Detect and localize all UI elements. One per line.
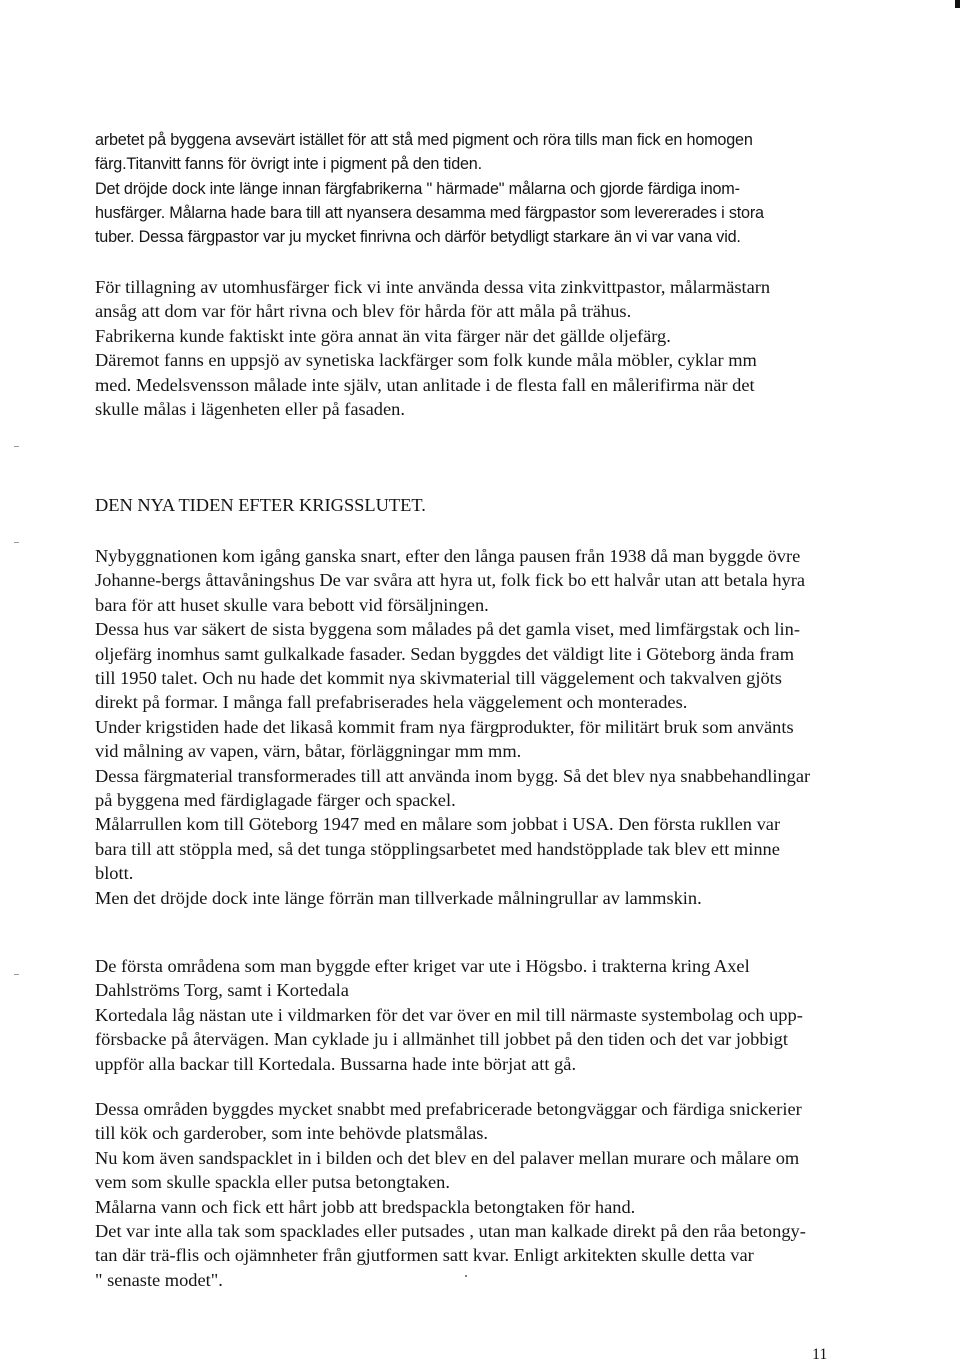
text-line: färg.Titanvitt fanns för övrigt inte i pigment på den tiden. — [95, 155, 482, 174]
text-line: Däremot fanns en uppsjö av synetiska lackfärger som folk kunde måla möbler, cyklar mm — [95, 350, 757, 371]
paragraph-first-areas — [95, 954, 855, 1076]
text-line: tuber. Dessa färgpastor var ju mycket finrivna och därför betydligt starkare än vi var vana vid. — [95, 228, 741, 247]
heading-text: DEN NYA TIDEN EFTER KRIGSSLUTET. — [95, 495, 426, 515]
scan-speck — [14, 974, 19, 975]
text-line: oljefärg inomhus samt gulkalkade fasader. Sedan byggdes det väldigt lite i Göteborg ända fram — [95, 643, 795, 664]
text-line: Men det dröjde dock inte länge förrän man tillverkade målningrullar av lammskin. — [95, 887, 702, 908]
scan-edge-mark — [955, 0, 960, 8]
scan-speck — [14, 446, 19, 447]
paragraph-exterior-paint — [95, 275, 855, 421]
paragraph-paint-history — [95, 128, 855, 249]
text-line: ansåg att dom var för hårt rivna och blev för hårda för att måla på trähus. — [95, 301, 632, 322]
text-line: till kök och garderober, som inte behövde platsmålas. — [95, 1123, 489, 1144]
text-line: vid målning av vapen, värn, båtar, förläggningar mm mm. — [95, 741, 522, 762]
text-line: " senaste modet". — [95, 1269, 223, 1290]
text-line: Det var inte alla tak som spacklades eller putsades , utan man kalkade direkt på den råa betongy- — [95, 1221, 806, 1242]
text-line: husfärger. Målarna hade bara till att nyansera desamma med färgpastor som levererades i stora — [95, 203, 764, 222]
scan-speck — [14, 542, 19, 543]
text-line: Kortedala låg nästan ute i vildmarken för det var över en mil till närmaste systembolag och upp- — [95, 1004, 803, 1025]
text-line: Dessa hus var säkert de sista byggena som målades på det gamla viset, med limfärgstak och lin- — [95, 619, 800, 640]
text-line: Det dröjde dock inte länge innan färgfabrikerna " härmade" målarna och gjorde färdiga inom- — [95, 179, 740, 198]
text-line: tan där trä-flis och ojämnheter från gjutformen satt kvar. Enligt arkitekten skulle detta var — [95, 1245, 754, 1266]
section-heading — [95, 493, 855, 517]
text-line: skulle målas i lägenheten eller på fasaden. — [95, 399, 405, 420]
text-line: Nybyggnationen kom igång ganska snart, efter den långa pausen från 1938 då man byggde övre — [95, 546, 801, 566]
text-line: bara för att huset skulle vara bebott vid försäljningen. — [95, 594, 489, 615]
text-line: Dessa färgmaterial transformerades till att använda inom bygg. Så det blev nya snabbehandlingar — [95, 765, 811, 786]
paragraph-prefab-concrete — [95, 1097, 855, 1292]
text-line: till 1950 talet. Och nu hade det kommit nya skivmaterial till väggelement och takvalven gjöts — [95, 668, 782, 689]
text-line: Under krigstiden hade det likaså kommit fram nya färgprodukter, för militärt bruk som använts — [95, 716, 794, 737]
text-line: Dessa områden byggdes mycket snabbt med prefabricerade betongväggar och färdiga snickerier — [95, 1099, 802, 1119]
text-line: med. Medelsvensson målade inte själv, utan anlitade i de flesta fall en målerifirma när det — [95, 374, 755, 395]
text-line: direkt på formar. I många fall prefabriserades hela väggelement och monterades. — [95, 692, 688, 713]
text-line: blott. — [95, 863, 134, 884]
text-line: vem som skulle spackla eller putsa betongtaken. — [95, 1172, 450, 1193]
text-line: Fabrikerna kunde faktiskt inte göra annat än vita färger när det gällde oljefärg. — [95, 325, 671, 346]
page-number: 11 — [812, 1346, 828, 1363]
text-line: på byggena med färdiglagade färger och spackel. — [95, 790, 456, 811]
text-line: Målarrullen kom till Göteborg 1947 med en målare som jobbat i USA. Den första rukllen var — [95, 814, 781, 835]
text-line: bara till att stöppla med, så det tunga stöpplingsarbetet med handstöpplade tak blev ett minne — [95, 838, 780, 859]
text-line: uppför alla backar till Kortedala. Bussarna hade inte börjat att gå. — [95, 1053, 577, 1074]
text-line: försbacke på återvägen. Man cyklade ju i allmänhet till jobbet på den tiden och det var jobbigt — [95, 1029, 788, 1050]
text-line: De första områdena som man byggde efter kriget var ute i Högsbo. i trakterna kring Axel — [95, 956, 750, 976]
text-line: För tillagning av utomhusfärger fick vi inte använda dessa vita zinkvittpastor, målarmästarn — [95, 277, 771, 297]
text-line: Dahlströms Torg, samt i Kortedala — [95, 980, 349, 1001]
text-line: Målarna vann och fick ett hårt jobb att bredspackla betongtaken för hand. — [95, 1196, 636, 1217]
text-line: Nu kom även sandspacklet in i bilden och det blev en del palaver mellan murare och målare om — [95, 1147, 800, 1168]
paragraph-new-construction — [95, 544, 855, 910]
text-line: Johanne-bergs åttavåningshus De var svåra att hyra ut, folk fick bo ett halvår utan att betala hyra — [95, 570, 806, 591]
text-line: arbetet på byggena avsevärt istället för att stå med pigment och röra tills man fick en homogen — [95, 131, 753, 149]
